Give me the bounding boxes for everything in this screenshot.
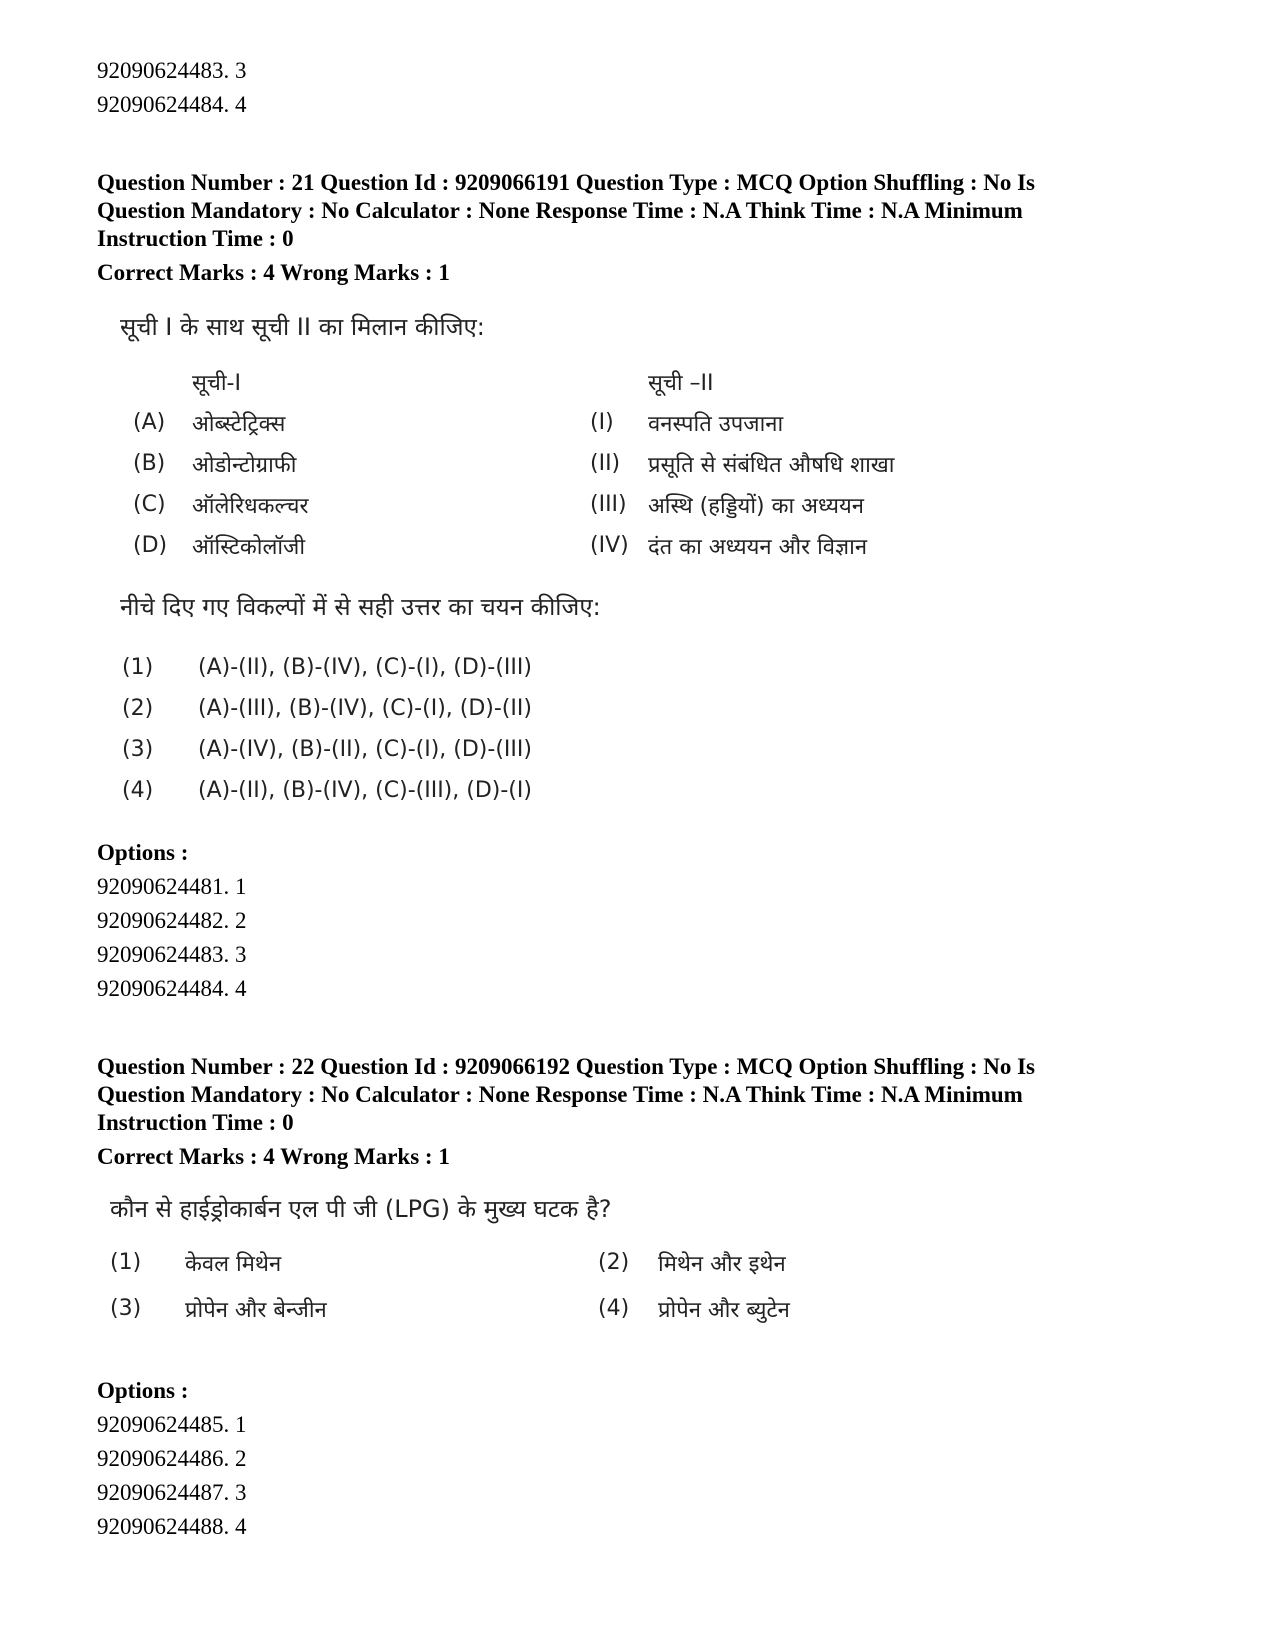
- choice-number: (1): [110, 1250, 142, 1275]
- list2-label: (I): [590, 410, 614, 435]
- q21-list2-title: सूची –II: [648, 371, 714, 396]
- q22-marks: Correct Marks : 4 Wrong Marks : 1: [97, 1144, 450, 1169]
- option-line: 92090624481. 1: [97, 874, 247, 899]
- option-line: 92090624484. 4: [97, 92, 247, 117]
- q21-header-line3: Instruction Time : 0: [97, 226, 294, 251]
- option-line: 92090624486. 2: [97, 1446, 247, 1471]
- list2-item: प्रसूति से संबंधित औषधि शाखा: [648, 453, 895, 478]
- list1-item: ऑस्टिकोलॉजी: [192, 535, 306, 560]
- list1-label: (A): [133, 410, 166, 435]
- list1-label: (D): [133, 533, 168, 558]
- option-line: 92090624483. 3: [97, 942, 247, 967]
- option-line: 92090624487. 3: [97, 1480, 247, 1505]
- choice-number: (3): [110, 1296, 142, 1321]
- list2-item: दंत का अध्ययन और विज्ञान: [648, 535, 868, 560]
- option-line: 92090624483. 3: [97, 58, 247, 83]
- choice-number: (2): [122, 696, 154, 721]
- list1-label: (B): [133, 451, 166, 476]
- option-line: 92090624482. 2: [97, 908, 247, 933]
- list2-label: (II): [590, 451, 621, 476]
- option-line: 92090624484. 4: [97, 976, 247, 1001]
- choice-number: (3): [122, 737, 154, 762]
- choice-number: (4): [598, 1296, 630, 1321]
- q21-marks: Correct Marks : 4 Wrong Marks : 1: [97, 260, 450, 285]
- choice-number: (4): [122, 778, 154, 803]
- q21-instruction: सूची I के साथ सूची II का मिलान कीजिए:: [120, 313, 485, 341]
- q21-header-line1: Question Number : 21 Question Id : 9209066191 Question Type : MCQ Option Shuffling : No Is: [97, 170, 1036, 195]
- list2-label: (III): [590, 492, 627, 517]
- option-line: 92090624488. 4: [97, 1514, 247, 1539]
- list1-label: (C): [133, 492, 166, 517]
- choice-text: (A)-(IV), (B)-(II), (C)-(I), (D)-(III): [198, 737, 532, 762]
- q22-header-line1: Question Number : 22 Question Id : 9209066192 Question Type : MCQ Option Shuffling : No Is: [97, 1054, 1036, 1079]
- list2-item: वनस्पति उपजाना: [648, 412, 784, 437]
- list1-item: ओडोन्टोग्राफी: [192, 453, 297, 478]
- list2-item: अस्थि (हड्डियों) का अध्ययन: [648, 494, 864, 519]
- q22-header-line2: Question Mandatory : No Calculator : None Response Time : N.A Think Time : N.A Minimum: [97, 1082, 1023, 1107]
- option-line: 92090624485. 1: [97, 1412, 247, 1437]
- list1-item: ओब्स्टेट्रिक्स: [192, 412, 286, 437]
- q21-header-line2: Question Mandatory : No Calculator : None Response Time : N.A Think Time : N.A Minimum: [97, 198, 1023, 223]
- choice-text: (A)-(II), (B)-(IV), (C)-(I), (D)-(III): [198, 655, 532, 680]
- list2-label: (IV): [590, 533, 629, 558]
- choice-text: केवल मिथेन: [185, 1252, 282, 1277]
- q21-choose-prompt: नीचे दिए गए विकल्पों में से सही उत्तर का चयन कीजिए:: [120, 593, 601, 621]
- choice-text: मिथेन और इथेन: [658, 1252, 786, 1277]
- q22-header-line3: Instruction Time : 0: [97, 1110, 294, 1135]
- choice-text: (A)-(III), (B)-(IV), (C)-(I), (D)-(II): [198, 696, 532, 721]
- q22-options-label: Options :: [97, 1378, 189, 1403]
- choice-text: (A)-(II), (B)-(IV), (C)-(III), (D)-(I): [198, 778, 532, 803]
- q22-question: कौन से हाईड्रोकार्बन एल पी जी (LPG) के मुख्य घटक है?: [110, 1195, 612, 1223]
- choice-number: (2): [598, 1250, 630, 1275]
- choice-text: प्रोपेन और बेन्जीन: [185, 1298, 327, 1323]
- q21-list1-title: सूची-I: [192, 371, 241, 396]
- q21-options-label: Options :: [97, 840, 189, 865]
- choice-number: (1): [122, 655, 154, 680]
- choice-text: प्रोपेन और ब्युटेन: [658, 1298, 790, 1323]
- list1-item: ऑलेरिधकल्चर: [192, 494, 309, 519]
